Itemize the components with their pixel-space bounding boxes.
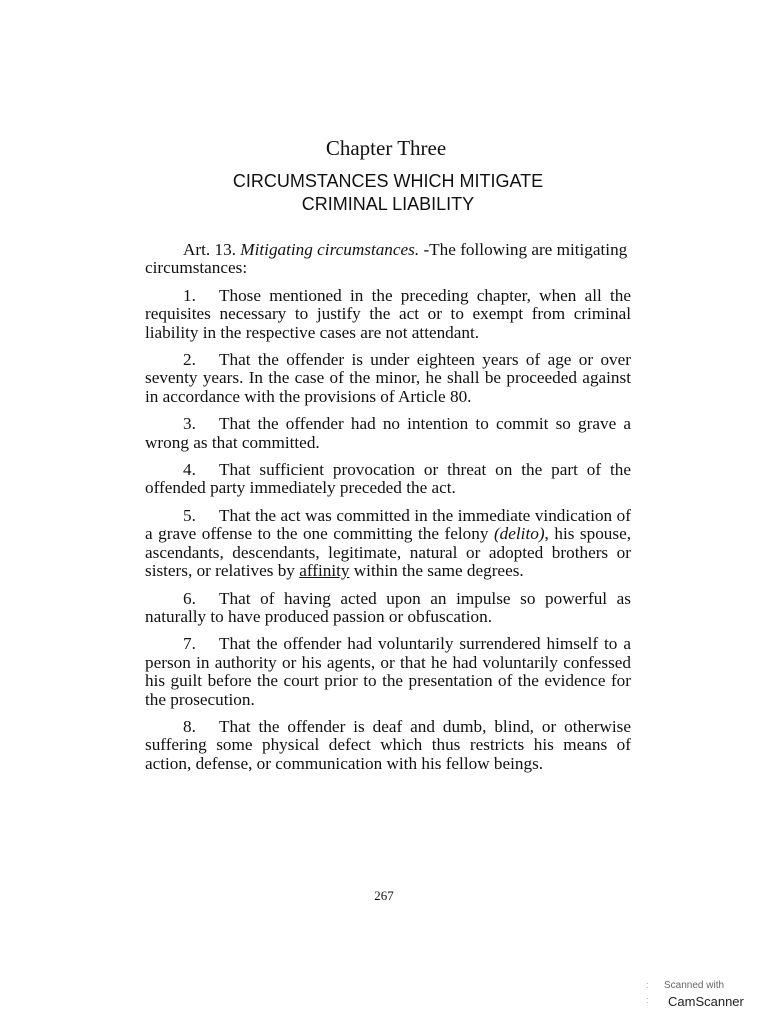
list-item: [145, 415, 631, 452]
list-item: [145, 718, 631, 773]
item-text: within the same degrees.: [349, 561, 524, 581]
item-number: 4.: [183, 460, 196, 480]
item-number: 7.: [183, 634, 196, 654]
item-text: That the offender is deaf and dumb, blind, or otherwise suffering some physical defect which thus restricts his means of action, defense, or communication with his fellow beings.: [145, 716, 631, 773]
list-item: [145, 507, 631, 581]
list-item: [145, 351, 631, 406]
item-text: That of having acted upon an impulse so powerful as naturally to have produced passion or obfuscation.: [145, 588, 631, 626]
list-item: [145, 287, 631, 342]
watermark-dot: :: [646, 995, 649, 1005]
article-intro: [145, 241, 631, 278]
document-body: [145, 241, 631, 782]
item-text: Those mentioned in the preceding chapter, when all the requisites necessary to justify the act or to exempt from criminal liability in the respective cases are not attendant.: [145, 285, 631, 342]
item-italic-term: (delito): [493, 524, 545, 544]
item-text: That the offender is under eighteen years of age or over seventy years. In the case of the minor, he shall be proceeded against in accordance with the provisions of Article 80.: [145, 350, 631, 406]
item-text: That the offender had no intention to commit so grave a wrong as that committed.: [145, 414, 631, 452]
heading-line-1: CIRCUMSTANCES WHICH MITIGATE: [232, 171, 544, 191]
item-number: 5.: [183, 505, 196, 525]
item-number: 1.: [183, 285, 196, 305]
article-label: Art. 13.: [183, 240, 236, 259]
article-rest: -The following are mitigating circumstances:: [145, 240, 628, 278]
item-text: That the offender had voluntarily surrendered himself to a person in authority or his agents, or that he had voluntarily confessed his guilt before the court prior to the presentation of the evidence for the prosecution.: [145, 634, 631, 709]
chapter-title: Chapter Three: [325, 136, 447, 160]
list-item: [145, 461, 631, 498]
list-item: [145, 590, 631, 627]
watermark-line-1: Scanned with: [664, 980, 725, 991]
item-number: 8.: [183, 716, 196, 736]
item-text: That sufficient provocation or threat on the part of the offended party immediately preceded the act.: [145, 460, 631, 498]
item-number: 2.: [183, 350, 196, 370]
article-title: Mitigating circumstances.: [240, 240, 420, 259]
item-text: That the act was committed in the immediate vindication of a grave offense to the one committing the felony: [145, 505, 631, 544]
item-text: , his spouse, ascendants, descendants, legitimate, natural or adopted brothers or sisters, or relatives by: [145, 524, 631, 581]
item-number: 3.: [183, 414, 196, 434]
heading-line-2: CRIMINAL LIABILITY: [301, 194, 475, 214]
item-number: 6.: [183, 588, 196, 608]
item-underlined-term: affinity: [299, 561, 350, 581]
list-item: [145, 635, 631, 709]
watermark-dot: :: [646, 980, 649, 990]
watermark-line-2: CamScanner: [668, 994, 744, 1009]
page-number: 267: [374, 888, 394, 903]
